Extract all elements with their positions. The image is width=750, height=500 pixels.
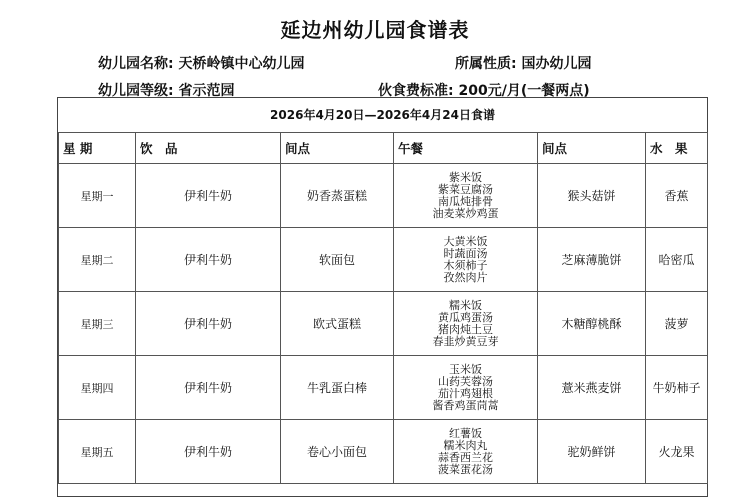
lunch-item: 红薯饭 (449, 426, 482, 440)
grade-label: 幼儿园等级: (98, 83, 174, 99)
lunch-item: 酱香鸡蛋茼蒿 (432, 398, 499, 412)
lunch-item: 油麦菜炒鸡蛋 (432, 206, 499, 220)
snack-am-cell: 软面包 (281, 228, 394, 292)
snack-am-cell: 奶香蒸蛋糕 (281, 164, 394, 228)
lunch-item: 糯米饭 (449, 298, 482, 312)
fee-value: 200元/月(一餐两点) (458, 83, 590, 99)
table-row (59, 228, 708, 292)
day-cell: 星期四 (59, 356, 136, 420)
table-header-row (59, 133, 708, 164)
lunch-item: 菠菜蛋花汤 (438, 462, 493, 476)
lunch-cell (394, 228, 538, 292)
fruit-cell: 火龙果 (646, 420, 708, 484)
lunch-item: 木须柿子 (443, 258, 488, 272)
name-label: 幼儿园名称: (98, 56, 174, 72)
lunch-item: 黄瓜鸡蛋汤 (438, 310, 493, 324)
snack-am-cell: 欧式蛋糕 (281, 292, 394, 356)
table-row (59, 292, 708, 356)
table-row (59, 420, 708, 484)
lunch-cell (394, 356, 538, 420)
lunch-item: 大黄米饭 (443, 234, 488, 248)
kindergarten-name (98, 53, 304, 73)
col-header-fruit: 水 果 (646, 133, 708, 164)
lunch-item: 玉米饭 (449, 362, 482, 376)
col-header-drink: 饮 品 (136, 133, 281, 164)
col-header-snack-am: 间点 (281, 133, 394, 164)
drink-cell: 伊利牛奶 (136, 228, 281, 292)
lunch-item: 孜然肉片 (443, 270, 488, 284)
drink-cell: 伊利牛奶 (136, 292, 281, 356)
fruit-cell: 牛奶柿子 (646, 356, 708, 420)
lunch-item: 蒜香西兰花 (438, 450, 493, 464)
page-title: 延边州幼儿园食谱表 (280, 18, 470, 42)
menu-sheet (57, 97, 708, 497)
fruit-cell: 菠萝 (646, 292, 708, 356)
lunch-item: 南瓜炖排骨 (438, 194, 493, 208)
col-header-day: 星 期 (59, 133, 136, 164)
menu-table (58, 132, 708, 484)
lunch-item: 茄汁鸡翅根 (438, 386, 493, 400)
lunch-item: 春韭炒黄豆芽 (432, 334, 499, 348)
day-cell: 星期二 (59, 228, 136, 292)
table-row (59, 356, 708, 420)
snack-pm-cell: 薏米燕麦饼 (538, 356, 646, 420)
col-header-snack-pm: 间点 (538, 133, 646, 164)
snack-pm-cell: 猴头菇饼 (538, 164, 646, 228)
day-cell: 星期一 (59, 164, 136, 228)
lunch-item: 猪肉炖土豆 (438, 322, 493, 336)
name-value: 天桥岭镇中心幼儿园 (178, 56, 305, 72)
lunch-cell (394, 292, 538, 356)
grade-value: 省示范园 (178, 83, 235, 99)
fruit-cell: 哈密瓜 (646, 228, 708, 292)
lunch-item: 紫米饭 (449, 170, 482, 184)
drink-cell: 伊利牛奶 (136, 164, 281, 228)
date-range: 2026年4月20日—2026年4月24日食谱 (270, 108, 495, 122)
snack-pm-cell: 芝麻薄脆饼 (538, 228, 646, 292)
nature-value: 国办幼儿园 (521, 56, 592, 72)
lunch-cell (394, 420, 538, 484)
lunch-item: 山药芙蓉汤 (438, 374, 493, 388)
nature-label: 所属性质: (455, 56, 517, 72)
lunch-item: 紫菜豆腐汤 (438, 182, 493, 196)
drink-cell: 伊利牛奶 (136, 420, 281, 484)
drink-cell: 伊利牛奶 (136, 356, 281, 420)
snack-pm-cell: 木糖醇桃酥 (538, 292, 646, 356)
snack-am-cell: 卷心小面包 (281, 420, 394, 484)
col-header-lunch: 午餐 (394, 133, 538, 164)
lunch-cell (394, 164, 538, 228)
snack-pm-cell: 驼奶鲜饼 (538, 420, 646, 484)
fee-label: 伙食费标准: (378, 83, 454, 99)
day-cell: 星期三 (59, 292, 136, 356)
kindergarten-nature (455, 53, 591, 73)
day-cell: 星期五 (59, 420, 136, 484)
lunch-item: 糯米肉丸 (443, 438, 488, 452)
snack-am-cell: 牛乳蛋白棒 (281, 356, 394, 420)
lunch-item: 时蔬面汤 (443, 246, 488, 260)
table-row (59, 164, 708, 228)
fruit-cell: 香蕉 (646, 164, 708, 228)
